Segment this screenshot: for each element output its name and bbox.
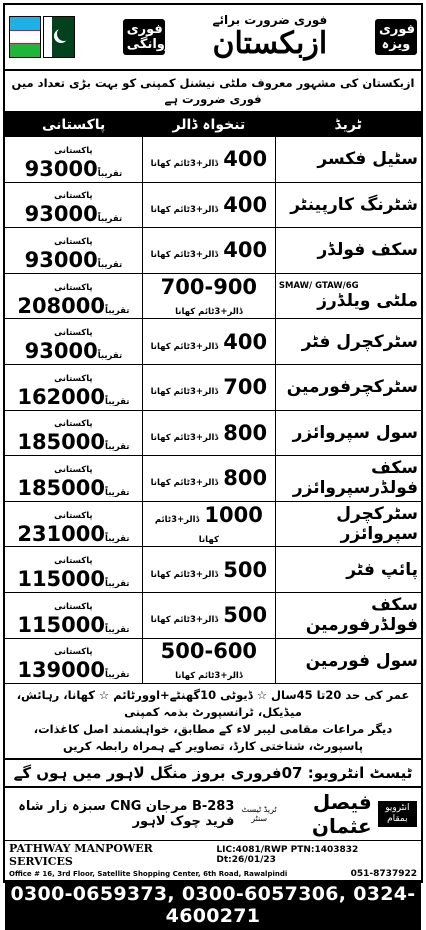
terms-line-2: دیگر مراعات مقامی لیبر لاء کے مطابق، خواہشمند اصل کاغذات، پاسپورٹ، شناختی کارڈ، تصاویر کے ہمراہ رابطہ کریں	[33, 722, 393, 754]
contact-name: فیصل عثمان	[311, 790, 372, 839]
pkr-value: 231000	[17, 521, 105, 546]
pkr-cell	[5, 638, 142, 684]
salary-value: 500	[223, 603, 268, 628]
trade-cell	[275, 456, 421, 502]
pkr-prefix: پاکستانی تقریباً	[54, 236, 123, 270]
trade-cell	[275, 547, 421, 593]
salary-note: ڈالر+3ٹائم کھانا	[175, 306, 243, 317]
salary-cell	[142, 228, 275, 274]
trade-cell	[275, 364, 421, 410]
salary-note: ڈالر+3ٹائم کھانا	[150, 432, 219, 443]
contact-phones: 0300-0659373, 0300-6057306, 0324-4600271	[5, 880, 421, 930]
pkr-prefix: پاکستانی تقریباً	[54, 191, 123, 225]
badge-right: فوری ویزہ	[375, 19, 417, 55]
trade-name: شٹرنگ کارپینٹر	[290, 194, 418, 215]
trade-cell	[275, 592, 421, 638]
trade-cell	[275, 182, 421, 228]
trade-cell	[275, 319, 421, 365]
salary-value: 700	[223, 375, 268, 400]
salary-value: 800	[223, 466, 268, 491]
trade-test-center: ٹریڈ ٹیسٹ سنٹر	[241, 805, 277, 824]
pkr-value: 162000	[17, 384, 105, 409]
salary-note: ڈالر+3ٹائم کھانا	[150, 159, 219, 170]
salary-note: ڈالر+3ٹائم کھانا	[175, 671, 243, 682]
salary-value: 500	[223, 557, 268, 582]
uzbekistan-flag-icon	[9, 16, 41, 58]
column-header-salary: تنخواہ ڈالر	[142, 113, 275, 137]
salary-note: ڈالر+3ٹائم کھانا	[150, 250, 219, 261]
salary-value: 400	[223, 192, 268, 217]
trade-cell	[275, 137, 421, 182]
pkr-prefix: پاکستانی تقریباً	[54, 510, 130, 544]
table-row	[5, 319, 421, 365]
trade-cell	[275, 638, 421, 684]
header	[5, 5, 421, 71]
salary-cell	[142, 592, 275, 638]
badge-left: فوری روانگی	[123, 19, 165, 55]
pkr-prefix: پاکستانی تقریباً	[54, 556, 130, 590]
salary-note: ڈالر+3ٹائم کھانا	[150, 204, 219, 215]
pkr-cell	[5, 228, 142, 274]
salary-cell	[142, 137, 275, 182]
salary-cell	[142, 456, 275, 502]
trade-cell	[275, 501, 421, 547]
salary-value: 500-600	[160, 639, 258, 664]
pkr-value: 208000	[17, 293, 105, 318]
terms-line-1: عمر کی حد 20تا 45سال ☆ ڈیوٹی 10گھنٹے+اوورٹائم ☆ کھانا، رہائش، میڈیکل، ٹرانسپورٹ بذمہ کمپنی	[16, 688, 410, 720]
interview-address	[5, 788, 421, 841]
pkr-value: 139000	[17, 658, 105, 683]
pkr-prefix: پاکستانی تقریباً	[54, 601, 130, 635]
table-row	[5, 228, 421, 274]
trade-name: ملٹی ویلڈرز	[317, 291, 418, 312]
salary-cell	[142, 410, 275, 456]
job-advertisement	[3, 3, 423, 928]
table-row	[5, 501, 421, 547]
trade-name: سکف فولڈرفورمین	[305, 595, 418, 636]
salary-cell	[142, 364, 275, 410]
salary-value: 400	[223, 329, 268, 354]
pkr-cell	[5, 273, 142, 319]
trade-name: سول فورمین	[305, 650, 418, 671]
table-row	[5, 547, 421, 593]
office-phone: 051-8737922	[350, 869, 417, 880]
pkr-cell	[5, 137, 142, 182]
table-row	[5, 638, 421, 684]
trade-cell	[275, 228, 421, 274]
pkr-prefix: پاکستانی تقریباً	[54, 464, 130, 498]
pkr-value: 93000	[24, 156, 98, 181]
salary-value: 400	[223, 238, 268, 263]
office-bar	[5, 869, 421, 880]
column-header-pkr: پاکستانی	[5, 113, 142, 137]
table-row	[5, 273, 421, 319]
intro-text: ازبکستان کی مشہور معروف ملٹی نیشنل کمپنی کو بہت بڑی تعداد میں فوری ضرورت ہے	[5, 71, 421, 113]
table-row	[5, 364, 421, 410]
pkr-cell	[5, 182, 142, 228]
salary-note: ڈالر+3ٹائم کھانا	[150, 341, 219, 352]
pkr-prefix: پاکستانی تقریباً	[54, 145, 123, 179]
pkr-value: 185000	[17, 475, 105, 500]
header-subtitle: فوری ضرورت برائے	[212, 13, 328, 27]
pkr-cell	[5, 456, 142, 502]
trade-name: سٹیل فکسر	[317, 149, 418, 170]
trade-name: سکف فولڈر	[317, 240, 418, 261]
pkr-prefix: پاکستانی تقریباً	[54, 282, 130, 316]
pkr-prefix: پاکستانی تقریباً	[54, 328, 123, 362]
interview-venue-label: انٹرویو بمقام	[378, 801, 417, 827]
trade-name: سکف فولڈرسپروائزر	[292, 458, 418, 499]
salary-cell	[142, 182, 275, 228]
salary-note: ڈالر+3ٹائم کھانا	[150, 387, 219, 398]
salary-cell	[142, 319, 275, 365]
trade-name: سٹرکچرل فٹر	[301, 331, 418, 352]
page-title: ازبکستان	[212, 26, 328, 61]
pkr-cell	[5, 410, 142, 456]
pkr-cell	[5, 319, 142, 365]
table-row	[5, 137, 421, 182]
header-center	[213, 13, 328, 61]
company-name: PATHWAY MANPOWER SERVICES	[9, 842, 153, 869]
salary-note: ڈالر+3ٹائم کھانا	[154, 514, 219, 545]
table-row	[5, 410, 421, 456]
salary-note: ڈالر+3ٹائم کھانا	[150, 478, 219, 489]
salary-cell	[142, 638, 275, 684]
salary-value: 400	[223, 147, 268, 172]
table-row	[5, 456, 421, 502]
column-header-trade: ٹریڈ	[275, 113, 421, 137]
trade-name: سول سپروائزر	[292, 422, 418, 443]
pkr-cell	[5, 364, 142, 410]
pakistan-flag-icon	[43, 16, 75, 58]
pkr-value: 93000	[24, 247, 98, 272]
pkr-cell	[5, 592, 142, 638]
table-row	[5, 592, 421, 638]
pkr-prefix: پاکستانی تقریباً	[54, 419, 130, 453]
salary-cell	[142, 547, 275, 593]
salary-cell	[142, 501, 275, 547]
pkr-value: 93000	[24, 339, 98, 364]
terms	[5, 684, 421, 760]
license-bar	[5, 841, 421, 869]
table-row	[5, 182, 421, 228]
salary-value: 1000	[204, 502, 263, 527]
pkr-cell	[5, 547, 142, 593]
trade-name: پائپ فٹر	[346, 559, 418, 580]
pkr-cell	[5, 501, 142, 547]
interview-notice: ٹیسٹ انٹرویو: 07فروری بروز منگل لاہور میں ہوں گے	[5, 760, 421, 788]
pkr-value: 185000	[17, 430, 105, 455]
pkr-prefix: پاکستانی تقریباً	[54, 373, 130, 407]
salary-value: 800	[223, 420, 268, 445]
jobs-table	[5, 113, 421, 684]
trade-cell	[275, 273, 421, 319]
trade-name: سٹرکچرل سپروائزر	[336, 504, 418, 545]
license-number: LIC:4081/RWP PTN:1403832 Dt:26/01/23	[216, 845, 359, 866]
trade-cell	[275, 410, 421, 456]
trade-tag: SMAW/ GTAW/6G	[278, 281, 359, 292]
flags	[9, 16, 75, 58]
salary-note: ڈالر+3ٹائم کھانا	[150, 569, 219, 580]
salary-cell	[142, 273, 275, 319]
pkr-prefix: پاکستانی تقریباً	[54, 647, 130, 681]
salary-value: 700-900	[160, 274, 258, 299]
pkr-value: 115000	[17, 612, 105, 637]
pkr-value: 93000	[24, 202, 98, 227]
trade-name: سٹرکچرفورمین	[286, 377, 418, 398]
office-address: Office # 16, 3rd Floor, Satellite Shopping Center, 6th Road, Rawalpindi	[9, 870, 288, 879]
pkr-value: 115000	[17, 567, 105, 592]
salary-note: ڈالر+3ٹائم کھانا	[150, 615, 219, 626]
table-header-row	[5, 113, 421, 137]
venue-location: B-283 مرجان CNG سبزہ زار شاہ فرید چوک لاہور	[18, 799, 235, 830]
